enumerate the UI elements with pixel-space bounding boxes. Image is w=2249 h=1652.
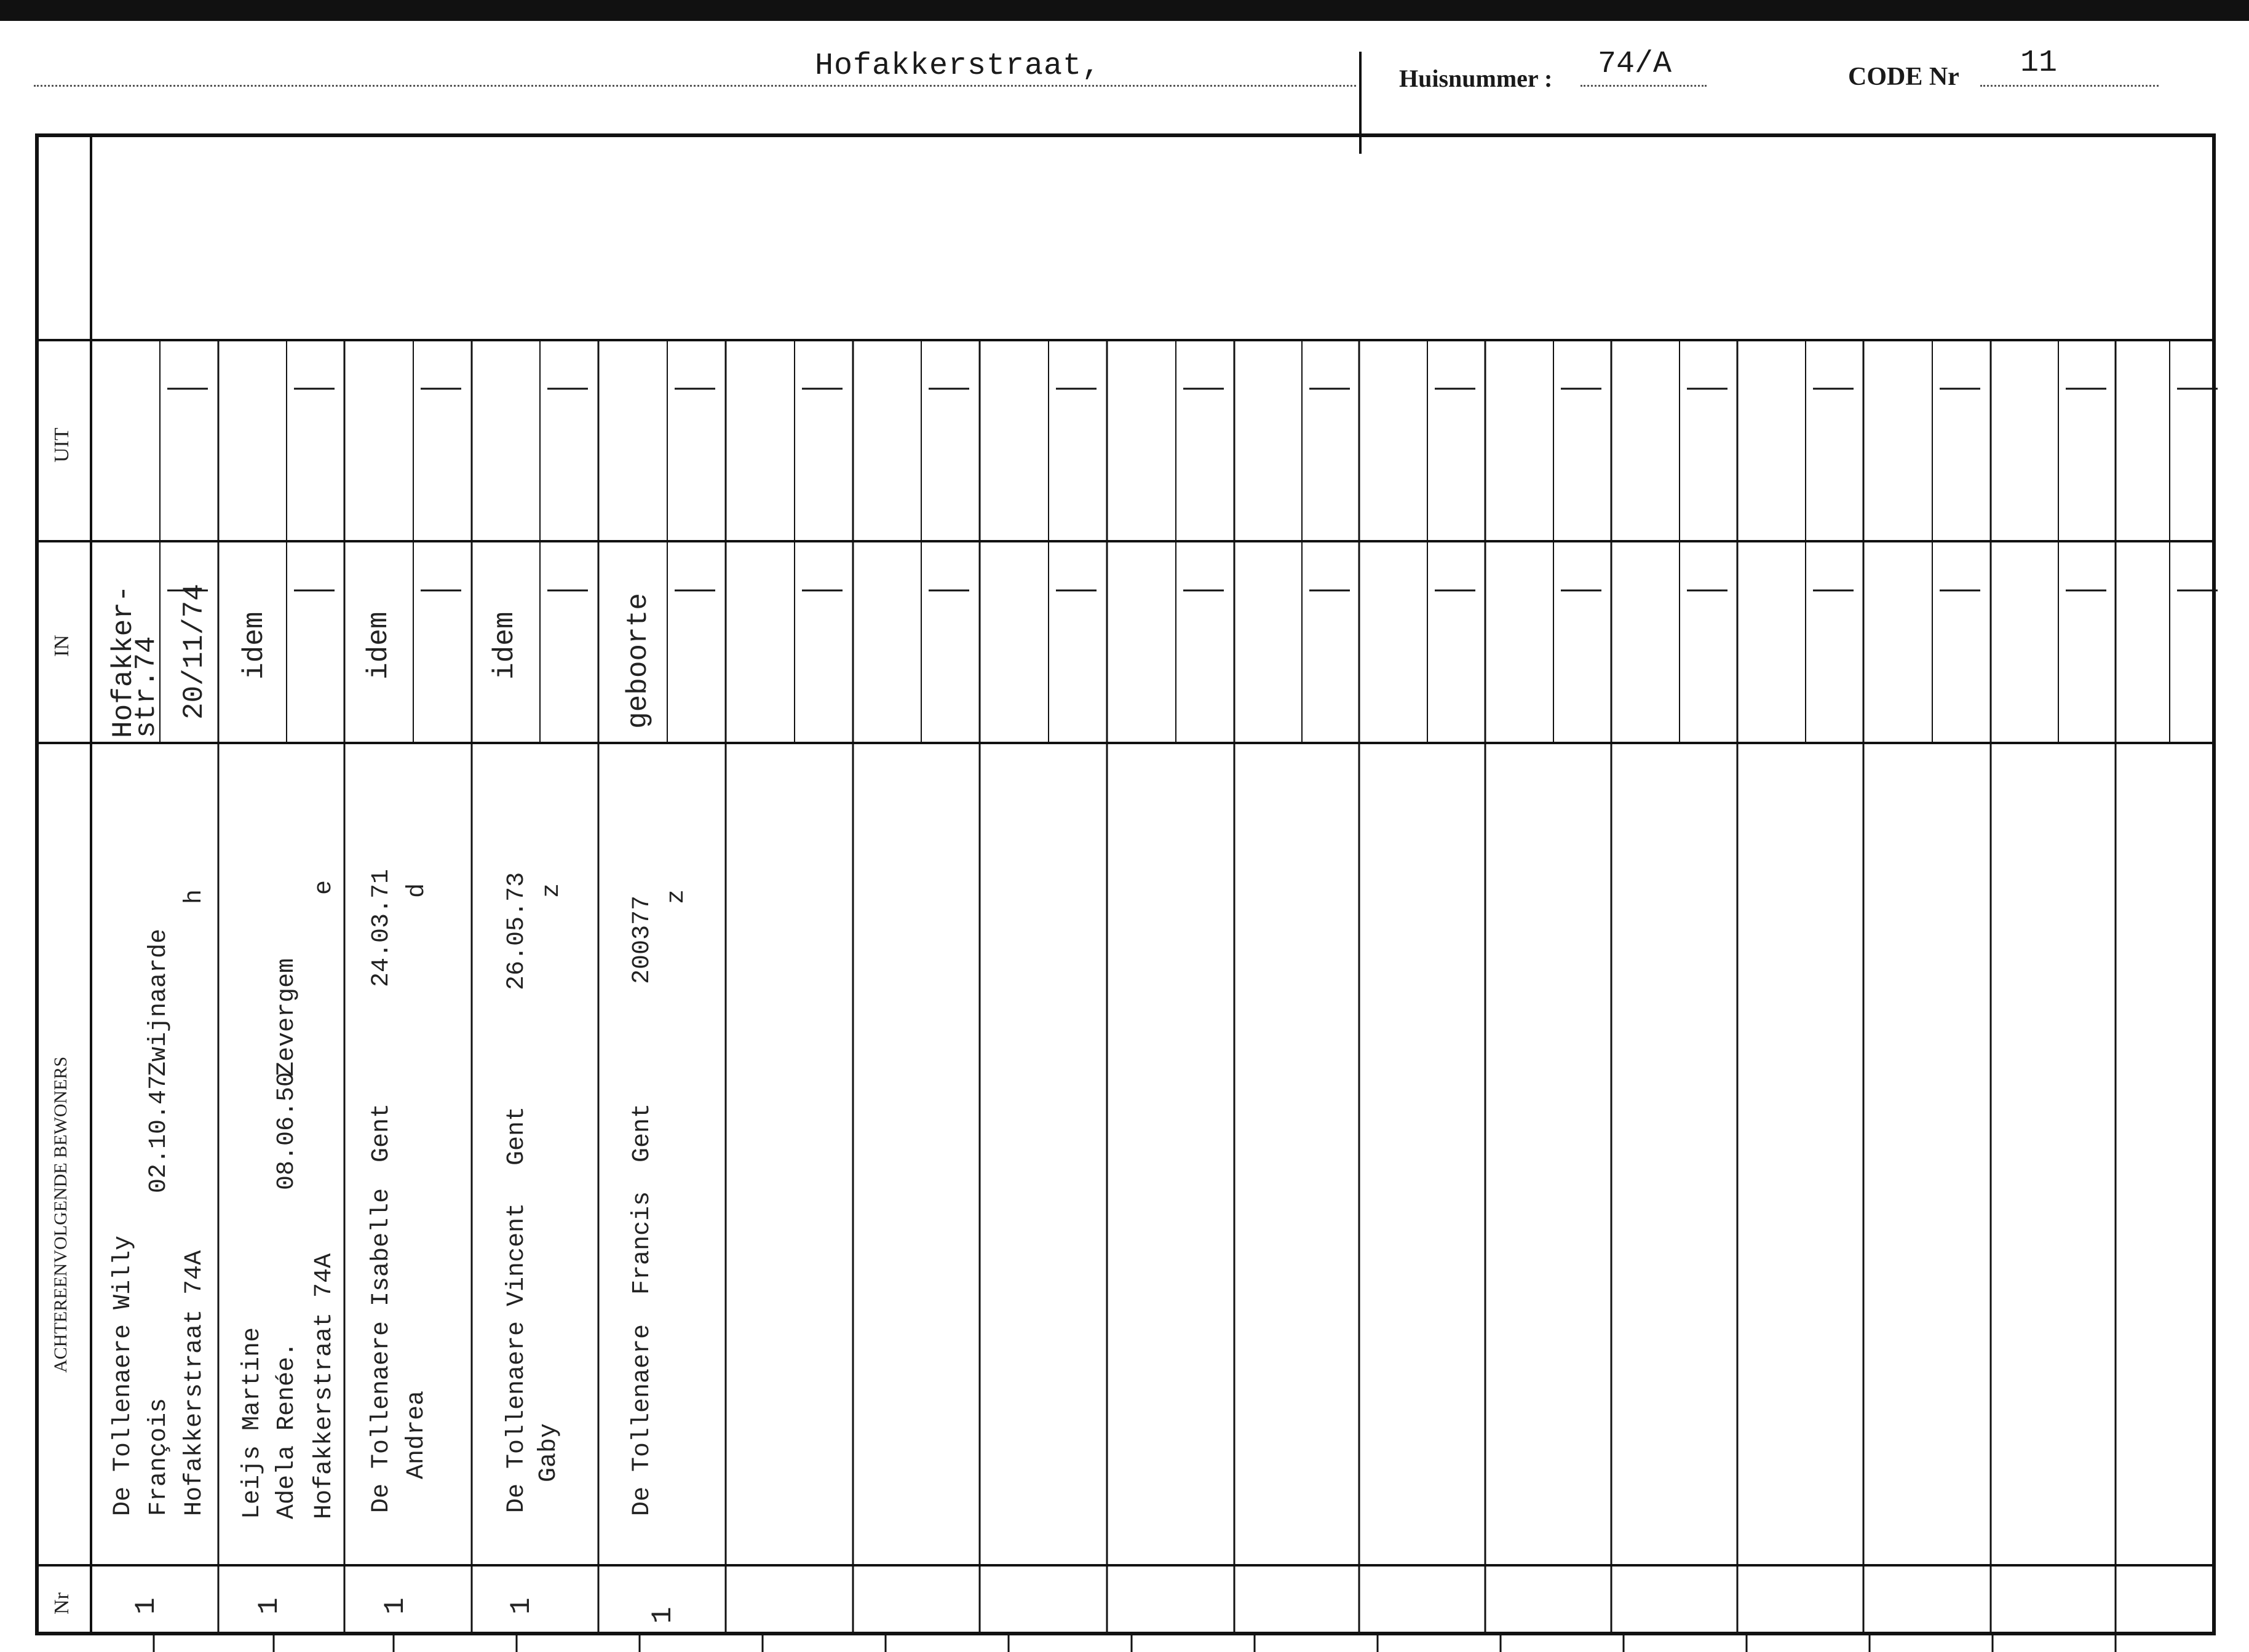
resident-name-line2: Andrea xyxy=(403,1390,430,1479)
resident-birthplace: Gent xyxy=(368,1103,395,1162)
resident-nr: 1 xyxy=(130,1597,162,1614)
resident-birthplace: Gent xyxy=(629,1103,656,1162)
resident-role: d xyxy=(403,883,431,898)
code-value: 11 xyxy=(2020,46,2058,81)
resident-name-line1: De Tollenaere Willy xyxy=(109,1235,137,1516)
resident-name-line1: Leijs Martine xyxy=(239,1327,266,1519)
resident-birthplace: Zevergem xyxy=(273,958,301,1076)
resident-name-line2: Gaby xyxy=(535,1423,563,1482)
uit-row-label: UIT xyxy=(50,427,73,463)
resident-birthdate: 02.10.47 xyxy=(145,1074,173,1193)
resident-birthplace: Gent xyxy=(503,1106,531,1166)
code-label: CODE Nr xyxy=(1848,63,1959,91)
resident-name-line2: François xyxy=(145,1397,173,1516)
resident-address: Hofakkerstraat 74A xyxy=(311,1253,338,1519)
resident-birthdate: 08.06.50 xyxy=(273,1071,301,1190)
in-place-line1: idem xyxy=(363,611,395,680)
resident-address: Hofakkerstraat 74A xyxy=(181,1250,208,1516)
resident-nr: 1 xyxy=(253,1597,285,1614)
resident-nr: 1 xyxy=(647,1606,679,1624)
outer-frame xyxy=(37,135,2214,1634)
in-place-line1: geboorte xyxy=(622,593,654,729)
huisnummer-value: 74/A xyxy=(1598,47,1672,82)
resident-role: z xyxy=(663,889,691,904)
street-name: Hofakkerstraat, xyxy=(815,49,1101,84)
nr-row-label: Nr xyxy=(50,1592,73,1614)
resident-birthdate: 200377 xyxy=(629,895,656,984)
in-row-label: IN xyxy=(50,635,73,657)
resident-role: h xyxy=(181,889,208,904)
resident-birthdate: 26.05.73 xyxy=(503,872,531,990)
in-place-line1: idem xyxy=(489,611,521,680)
in-place-line1: idem xyxy=(239,611,271,680)
resident-role: e xyxy=(311,880,338,895)
in-place-line1: Hofakker- xyxy=(108,585,140,738)
in-place-line2: str.74 xyxy=(130,636,162,738)
resident-name-line1: De Tollenaere Isabelle xyxy=(368,1188,395,1513)
in-date: 20/11/74 xyxy=(178,584,210,720)
resident-role: z xyxy=(538,883,566,898)
resident-birthdate: 24.03.71 xyxy=(368,868,395,987)
resident-birthplace: Zwijnaarde xyxy=(145,928,173,1076)
resident-name-line2: Adela Renée. xyxy=(273,1341,301,1519)
resident-name-line1: De Tollenaere Francis xyxy=(629,1191,656,1516)
resident-nr: 1 xyxy=(506,1597,537,1614)
bewoners-row-label: ACHTEREENVOLGENDE BEWONERS xyxy=(50,1056,71,1373)
resident-nr: 1 xyxy=(379,1597,411,1614)
huisnummer-label: Huisnummer : xyxy=(1399,65,1553,92)
resident-name-line1: De Tollenaere Vincent xyxy=(503,1202,531,1513)
